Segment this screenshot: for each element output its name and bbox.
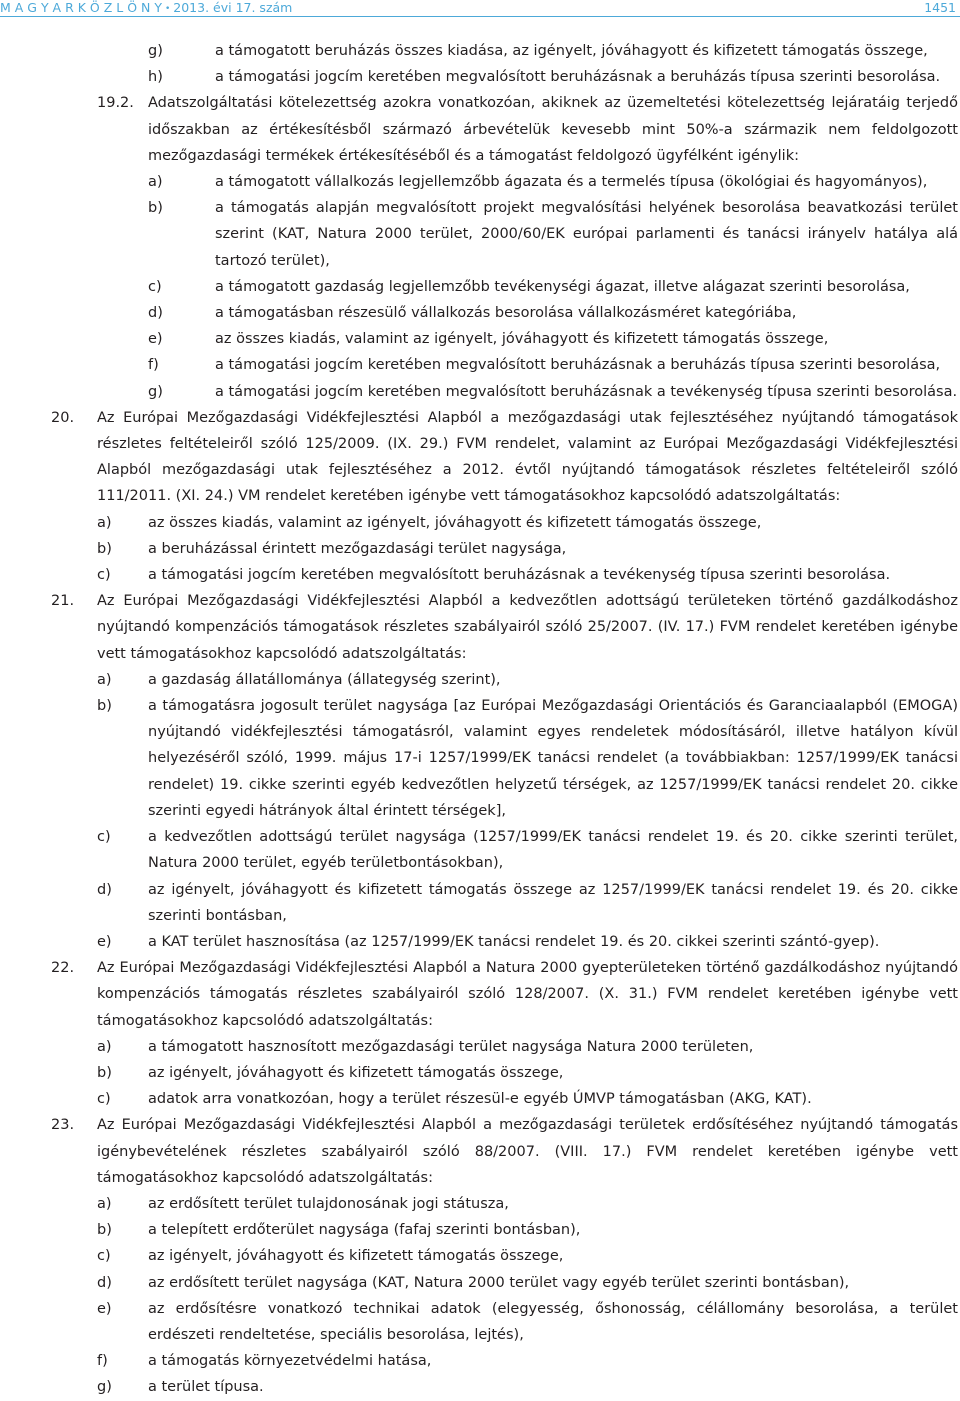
list-item xyxy=(0,877,960,929)
item-text: az igényelt, jóváhagyott és kifizetett támogatás összege, xyxy=(148,1248,564,1265)
item-number: a) xyxy=(148,174,163,191)
item-number: 21. xyxy=(51,593,75,610)
list-item xyxy=(0,510,960,536)
item-text: Az Európai Mezőgazdasági Vidékfejlesztési Alapból a mezőgazdasági utak fejlesztéséhez nyújtandó támogatások részletes feltételeiről szóló 125/2009. (IX. 29.) FVM rendelet, valamint az Európai Mezőgazdasági Vidékfejlesztési Alapból mezőgazdasági utak fejlesztéséhez a 2012. évtől nyújtandó támogatások részletes feltételeiről szóló 111/2011. (XI. 24.) VM rendelet keretében igénybe vett támogatásokhoz kapcsolódó adatszolgáltatás: xyxy=(97,409,958,505)
list-item xyxy=(0,169,960,195)
list-item xyxy=(0,1191,960,1217)
item-text: a támogatás alapján megvalósított projekt megvalósítási helyének besorolása beavatkozási terület szerint (KAT, Natura 2000 terület, 2000/60/EK európai parlamenti és tanácsi irányelv hatálya alá tartozó terület), xyxy=(215,200,958,269)
list-item xyxy=(0,824,960,876)
item-text: a támogatott vállalkozás legjellemzőbb ágazata és a termelés típusa (ökológiai és hagyományos), xyxy=(215,174,928,191)
item-text: a támogatási jogcím keretében megvalósított beruházásnak a beruházás típusa szerinti besorolása, xyxy=(215,357,941,374)
item-number: g) xyxy=(97,1379,112,1396)
item-number: e) xyxy=(97,933,112,950)
list-item xyxy=(0,1270,960,1296)
item-text: az igényelt, jóváhagyott és kifizetett támogatás összege az 1257/1999/EK tanácsi rendelet 19. és 20. cikke szerinti bontásban, xyxy=(148,881,958,924)
item-text: az igényelt, jóváhagyott és kifizetett támogatás összege, xyxy=(148,1064,564,1081)
list-item xyxy=(0,929,960,955)
list-item xyxy=(0,352,960,378)
list-item xyxy=(0,562,960,588)
item-number: b) xyxy=(97,1064,112,1081)
item-number: d) xyxy=(97,1274,112,1291)
item-text: a telepített erdőterület nagysága (fafaj szerinti bontásban), xyxy=(148,1222,581,1239)
item-text: adatok arra vonatkozóan, hogy a terület részesül-e egyéb ÚMVP támogatásban (AKG, KAT). xyxy=(148,1091,812,1108)
list-item xyxy=(0,379,960,405)
list-item xyxy=(0,64,960,90)
item-number: d) xyxy=(97,881,112,898)
item-text: az összes kiadás, valamint az igényelt, jóváhagyott és kifizetett támogatás összege, xyxy=(148,514,762,531)
item-number: g) xyxy=(148,43,163,59)
item-text: Az Európai Mezőgazdasági Vidékfejlesztési Alapból a Natura 2000 gyepterületeken történő gazdálkodáshoz nyújtandó kompenzációs támogatás részletes szabályairól szóló 128/2007. (X. 31.) FVM rendelet keretében igénybe vett támogatásokhoz kapcsolódó adatszolgáltatás: xyxy=(97,960,958,1029)
item-number: h) xyxy=(148,69,163,86)
item-number: 20. xyxy=(51,409,75,426)
item-number: c) xyxy=(148,278,162,295)
item-text: Az Európai Mezőgazdasági Vidékfejlesztési Alapból a kedvezőtlen adottságú területeken történő gazdálkodáshoz nyújtandó kompenzációs támogatások részletes szabályairól szóló 25/2007. (IV. 17.) FVM rendelet keretében igénybe vett támogatásokhoz kapcsolódó adatszolgáltatás: xyxy=(97,593,958,662)
list-item xyxy=(0,300,960,326)
item-number: 19.2. xyxy=(97,95,134,112)
item-number: a) xyxy=(97,514,112,531)
list-item xyxy=(0,1086,960,1112)
page-header xyxy=(0,0,960,15)
list-item xyxy=(0,1217,960,1243)
item-number: b) xyxy=(148,200,163,217)
item-number: 22. xyxy=(51,960,75,977)
item-text: az erdősített terület nagysága (KAT, Natura 2000 terület vagy egyéb terület szerinti bontásban), xyxy=(148,1274,850,1291)
item-number: b) xyxy=(97,1222,112,1239)
item-number: a) xyxy=(97,1038,112,1055)
item-text: a támogatási jogcím keretében megvalósított beruházásnak a tevékenység típusa szerinti besorolása. xyxy=(215,383,958,400)
section-item xyxy=(0,1112,960,1191)
item-number: e) xyxy=(148,331,163,348)
separator-dot: • xyxy=(164,4,171,14)
item-text: a támogatásra jogosult terület nagysága [az Európai Mezőgazdasági Orientációs és Garanciaalapból (EMOGA) nyújtandó vidékfejlesztési támogatásról, valamint egyes rendeletek módosításáról, illetve hatályon kívül helyezéséről szóló, 1999. május 17-i 1257/1999/EK tanácsi rendelet (a továbbiakban: 1257/1999/EK tanácsi rendelet) 19. cikke szerinti egyéb kedvezőtlen helyzetű térségek, az 1257/1999/EK tanácsi rendelet 20. cikke szerinti egyedi hátrányok által érintett térségek], xyxy=(148,698,958,819)
list-item xyxy=(0,195,960,274)
journal-title: M A G Y A R K Ö Z L Ö N Y xyxy=(0,0,162,15)
running-head xyxy=(0,0,292,15)
item-number: f) xyxy=(148,357,159,374)
item-text: a támogatott beruházás összes kiadása, az igényelt, jóváhagyott és kifizetett támogatás összege, xyxy=(215,43,928,59)
item-number: c) xyxy=(97,829,111,846)
item-number: b) xyxy=(97,698,112,715)
subsection-item xyxy=(0,90,960,169)
item-text: a támogatás környezetvédelmi hatása, xyxy=(148,1353,432,1370)
item-text: az erdősített terület tulajdonosának jogi státusza, xyxy=(148,1195,509,1212)
list-item xyxy=(0,1243,960,1269)
list-item xyxy=(0,1296,960,1348)
list-item xyxy=(0,326,960,352)
item-text: az erdősítésre vonatkozó technikai adatok (elegyesség, őshonosság, célállomány besorolása, a terület erdészeti rendeltetése, speciális besorolása, lejtés), xyxy=(148,1300,958,1343)
item-text: a támogatásban részesülő vállalkozás besorolása vállalkozásméret kategóriába, xyxy=(215,305,797,322)
item-number: d) xyxy=(148,305,163,322)
item-number: c) xyxy=(97,1248,111,1265)
item-number: g) xyxy=(148,383,163,400)
header-rule xyxy=(0,16,960,17)
section-item xyxy=(0,955,960,1034)
list-item xyxy=(0,1374,960,1400)
list-item xyxy=(0,536,960,562)
list-item xyxy=(0,1034,960,1060)
item-text: Adatszolgáltatási kötelezettség azokra vonatkozóan, akiknek az üzemeltetési kötelezettség lejáratáig terjedő időszakban az értékesítésből származó árbevételük kevesebb mint 50%-a származik nem feldolgozott mezőgazdasági termékek értékesítéséből és a támogatást feldolgozó ügyfélként igénylik: xyxy=(148,95,958,164)
item-number: a) xyxy=(97,1195,112,1212)
list-item xyxy=(0,1060,960,1086)
list-item xyxy=(0,274,960,300)
item-text: az összes kiadás, valamint az igényelt, jóváhagyott és kifizetett támogatás összege, xyxy=(215,331,829,348)
item-text: a KAT terület hasznosítása (az 1257/1999/EK tanácsi rendelet 19. és 20. cikkei szerinti szántó-gyep). xyxy=(148,933,880,950)
item-number: e) xyxy=(97,1300,112,1317)
item-text: a támogatott hasznosított mezőgazdasági terület nagysága Natura 2000 területen, xyxy=(148,1038,754,1055)
item-number: 23. xyxy=(51,1117,75,1134)
item-text: a gazdaság állatállománya (állategység szerint), xyxy=(148,671,501,688)
item-text: a beruházással érintett mezőgazdasági terület nagysága, xyxy=(148,540,567,557)
list-item xyxy=(0,667,960,693)
item-number: c) xyxy=(97,567,111,584)
list-item xyxy=(0,38,960,64)
document-body xyxy=(0,38,960,1401)
item-text: a kedvezőtlen adottságú terület nagysága (1257/1999/EK tanácsi rendelet 19. és 20. cikke szerinti terület, Natura 2000 terület, egyéb területbontásokban), xyxy=(148,829,958,872)
section-item xyxy=(0,588,960,667)
list-item xyxy=(0,1348,960,1374)
item-text: a terület típusa. xyxy=(148,1379,264,1396)
item-number: c) xyxy=(97,1091,111,1108)
item-text: Az Európai Mezőgazdasági Vidékfejlesztési Alapból a mezőgazdasági területek erdősítéséhez nyújtandó támogatás igénybevételének részletes szabályairól szóló 88/2007. (VIII. 17.) FVM rendelet keretében igénybe vett támogatásokhoz kapcsolódó adatszolgáltatás: xyxy=(97,1117,958,1186)
item-text: a támogatási jogcím keretében megvalósított beruházásnak a beruházás típusa szerinti besorolása. xyxy=(215,69,941,86)
page-number: 1451 xyxy=(924,0,956,15)
item-number: a) xyxy=(97,671,112,688)
list-item xyxy=(0,693,960,824)
section-item xyxy=(0,405,960,510)
item-number: f) xyxy=(97,1353,108,1370)
item-text: a támogatott gazdaság legjellemzőbb tevékenységi ágazat, illetve alágazat szerinti besorolása, xyxy=(215,278,910,295)
item-text: a támogatási jogcím keretében megvalósított beruházásnak a tevékenység típusa szerinti besorolása. xyxy=(148,567,891,584)
item-number: b) xyxy=(97,540,112,557)
issue-label: 2013. évi 17. szám xyxy=(173,0,293,15)
